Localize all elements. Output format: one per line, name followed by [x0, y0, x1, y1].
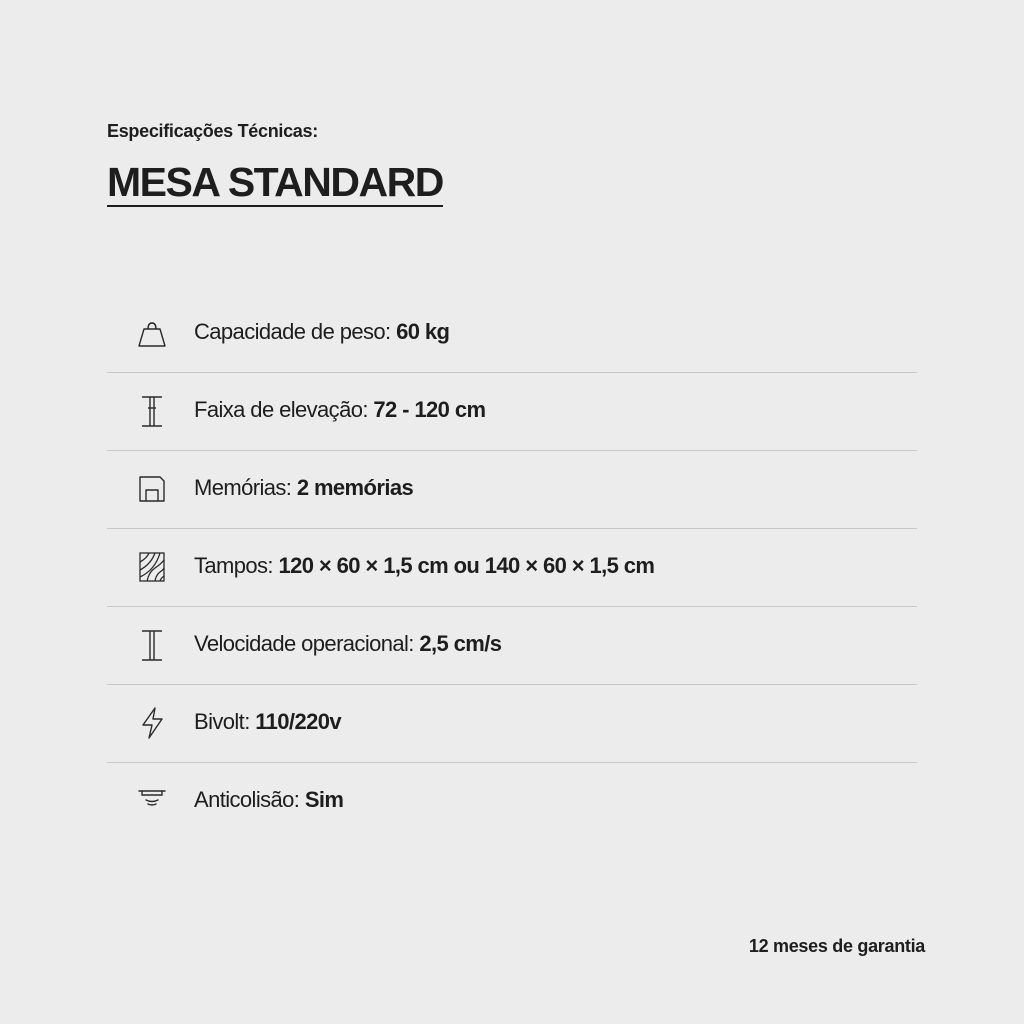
spec-subtitle: Especificações Técnicas: [107, 121, 318, 141]
sensor-icon [135, 784, 169, 818]
warranty-note: 12 meses de garantia [748, 936, 925, 956]
spec-text: Bivolt: 110/220v [194, 709, 341, 734]
wood-grain-icon [135, 550, 169, 584]
spec-text: Tampos: 120 × 60 × 1,5 cm ou 140 × 60 × 1,5 cm [194, 553, 655, 578]
lightning-icon [135, 706, 169, 740]
spec-row-speed [107, 607, 917, 685]
spec-list [107, 295, 917, 840]
spec-row-anticollision [107, 763, 917, 840]
weight-icon [135, 316, 169, 350]
memory-save-icon [135, 472, 169, 506]
spec-row-weight [107, 295, 917, 373]
spec-row-height [107, 373, 917, 451]
spec-text: Memórias: 2 memórias [194, 475, 414, 500]
spec-text: Capacidade de peso: 60 kg [194, 319, 450, 344]
height-range-icon [135, 394, 169, 428]
table-leg-icon [135, 628, 169, 662]
spec-text: Velocidade operacional: 2,5 cm/s [194, 631, 502, 656]
page-title: MESA STANDARD [107, 159, 443, 205]
spec-text: Anticolisão: Sim [194, 787, 344, 812]
spec-text: Faixa de elevação: 72 - 120 cm [194, 397, 486, 422]
spec-row-bivolt [107, 685, 917, 763]
spec-row-tops [107, 529, 917, 607]
spec-row-memory [107, 451, 917, 529]
